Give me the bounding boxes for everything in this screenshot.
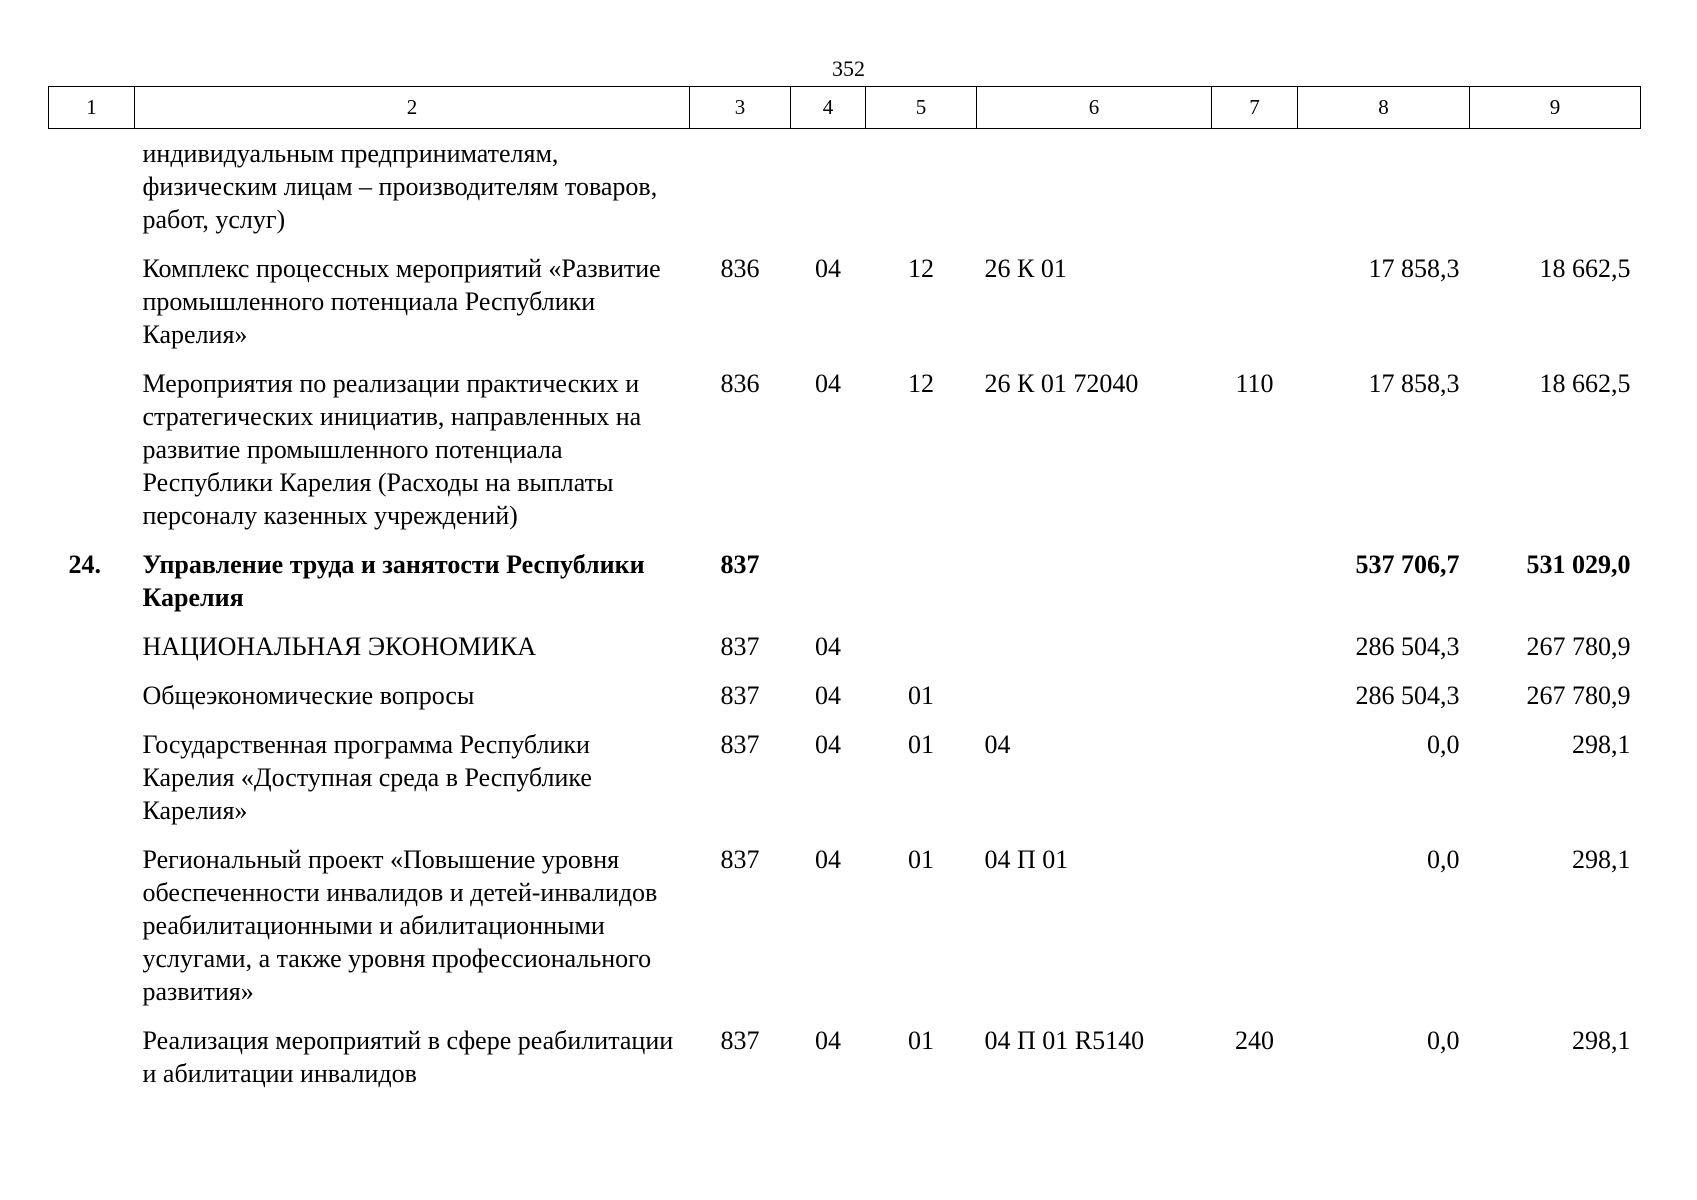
header-cell-3: 3 — [690, 87, 791, 129]
row-name: НАЦИОНАЛЬНАЯ ЭКОНОМИКА — [142, 632, 537, 661]
row-number — [49, 1024, 135, 1106]
row-code-section: 04 — [815, 632, 841, 661]
row-code-target: 26 К 01 72040 — [984, 369, 1139, 398]
row-code-section — [791, 548, 866, 630]
row-number — [49, 679, 135, 728]
table-row — [49, 630, 1641, 679]
row-code-expense-type: 240 — [1235, 1026, 1274, 1055]
row-amount-2: 18 662,5 — [1539, 254, 1631, 283]
row-code-target — [977, 548, 1212, 630]
row-code-subsection — [866, 630, 977, 679]
table-row — [49, 252, 1641, 367]
row-number — [49, 630, 135, 679]
row-code-subsection: 01 — [908, 730, 934, 759]
row-amount-1: 286 504,3 — [1355, 681, 1460, 710]
row-code-ministry: 837 — [720, 845, 760, 874]
row-number: 24. — [68, 550, 101, 579]
row-code-expense-type — [1212, 728, 1298, 843]
row-code-target: 04 П 01 — [984, 845, 1069, 874]
row-code-ministry: 837 — [720, 550, 760, 579]
row-code-target: 04 — [984, 730, 1011, 759]
header-cell-1: 1 — [49, 87, 135, 129]
row-amount-1: 17 858,3 — [1368, 369, 1460, 398]
row-code-section: 04 — [815, 845, 841, 874]
table-row — [49, 728, 1641, 843]
row-code-subsection: 12 — [908, 254, 934, 283]
row-code-expense-type — [1212, 630, 1298, 679]
row-code-ministry: 836 — [720, 254, 760, 283]
row-code-target: 26 К 01 — [984, 254, 1067, 283]
row-code-expense-type — [1212, 679, 1298, 728]
row-name: Общеэкономические вопросы — [142, 681, 475, 710]
row-number — [49, 843, 135, 1024]
row-code-target — [977, 679, 1212, 728]
row-amount-2: 267 780,9 — [1526, 681, 1631, 710]
row-code-target — [977, 630, 1212, 679]
budget-table — [48, 86, 1641, 1106]
row-name: Мероприятия по реализации практических и стратегических инициатив, направленных на развитие промышленного потенциала Республики Карелия (Расходы на выплаты персоналу казенных учреждений) — [142, 369, 642, 530]
header-cell-2: 2 — [135, 87, 690, 129]
row-code-subsection: 12 — [908, 369, 934, 398]
row-code-expense-type: 110 — [1235, 369, 1274, 398]
row-amount-1 — [1298, 129, 1470, 253]
row-code-target: 04 П 01 R5140 — [984, 1026, 1145, 1055]
row-number — [49, 728, 135, 843]
row-amount-1: 0,0 — [1427, 1026, 1460, 1055]
row-code-ministry: 837 — [720, 632, 760, 661]
row-name: Государственная программа Республики Карелия «Доступная среда в Республике Карелия» — [142, 730, 592, 825]
row-code-subsection: 01 — [908, 845, 934, 874]
header-row — [49, 87, 1641, 129]
header-cell-7: 7 — [1212, 87, 1298, 129]
table-row — [49, 679, 1641, 728]
row-code-ministry: 837 — [720, 730, 760, 759]
row-amount-2: 531 029,0 — [1526, 550, 1631, 579]
table-row-section — [49, 548, 1641, 630]
row-amount-1: 17 858,3 — [1368, 254, 1460, 283]
row-amount-2: 298,1 — [1572, 845, 1631, 874]
page-number: 352 — [832, 56, 865, 81]
row-code-subsection — [866, 548, 977, 630]
row-name: Управление труда и занятости Республики Карелия — [142, 550, 645, 612]
table-row — [49, 1024, 1641, 1106]
row-amount-2 — [1470, 129, 1641, 253]
row-code-expense-type — [1212, 252, 1298, 367]
row-code-expense-type — [1212, 129, 1298, 253]
row-code-expense-type — [1212, 548, 1298, 630]
table-row — [49, 843, 1641, 1024]
row-amount-1: 537 706,7 — [1355, 550, 1460, 579]
row-code-subsection: 01 — [908, 681, 934, 710]
row-amount-2: 298,1 — [1572, 1026, 1631, 1055]
row-code-section: 04 — [815, 1026, 841, 1055]
row-code-subsection — [866, 129, 977, 253]
header-cell-9: 9 — [1470, 87, 1641, 129]
row-code-ministry: 837 — [720, 681, 760, 710]
row-code-expense-type — [1212, 843, 1298, 1024]
row-code-ministry — [690, 129, 791, 253]
table-row — [49, 129, 1641, 253]
row-code-section: 04 — [815, 254, 841, 283]
row-amount-2: 298,1 — [1572, 730, 1631, 759]
header-cell-8: 8 — [1298, 87, 1470, 129]
row-amount-1: 286 504,3 — [1355, 632, 1460, 661]
table-header — [49, 87, 1641, 129]
row-name: Комплекс процессных мероприятий «Развитие промышленного потенциала Республики Карелия» — [142, 254, 661, 349]
row-code-section — [791, 129, 866, 253]
row-amount-1: 0,0 — [1427, 730, 1460, 759]
header-cell-5: 5 — [866, 87, 977, 129]
row-amount-2: 267 780,9 — [1526, 632, 1631, 661]
row-code-ministry: 837 — [720, 1026, 760, 1055]
row-name: индивидуальным предпринимателям, физическим лицам – производителям товаров, работ, услуг) — [142, 139, 658, 234]
row-code-section: 04 — [815, 681, 841, 710]
row-number — [49, 252, 135, 367]
row-number — [49, 367, 135, 548]
row-code-subsection: 01 — [908, 1026, 934, 1055]
row-name: Реализация мероприятий в сфере реабилитации и абилитации инвалидов — [142, 1026, 674, 1088]
row-amount-1: 0,0 — [1427, 845, 1460, 874]
row-code-section: 04 — [815, 369, 841, 398]
header-cell-4: 4 — [791, 87, 866, 129]
row-number — [49, 129, 135, 253]
row-amount-2: 18 662,5 — [1539, 369, 1631, 398]
row-code-target — [977, 129, 1212, 253]
table-row — [49, 367, 1641, 548]
row-code-ministry: 836 — [720, 369, 760, 398]
row-code-section: 04 — [815, 730, 841, 759]
header-cell-6: 6 — [977, 87, 1212, 129]
table-body — [49, 129, 1641, 1107]
row-name: Региональный проект «Повышение уровня обеспеченности инвалидов и детей-инвалидов реабилитационными и абилитационными услугами, а также уровня профессионального развития» — [142, 845, 658, 1006]
